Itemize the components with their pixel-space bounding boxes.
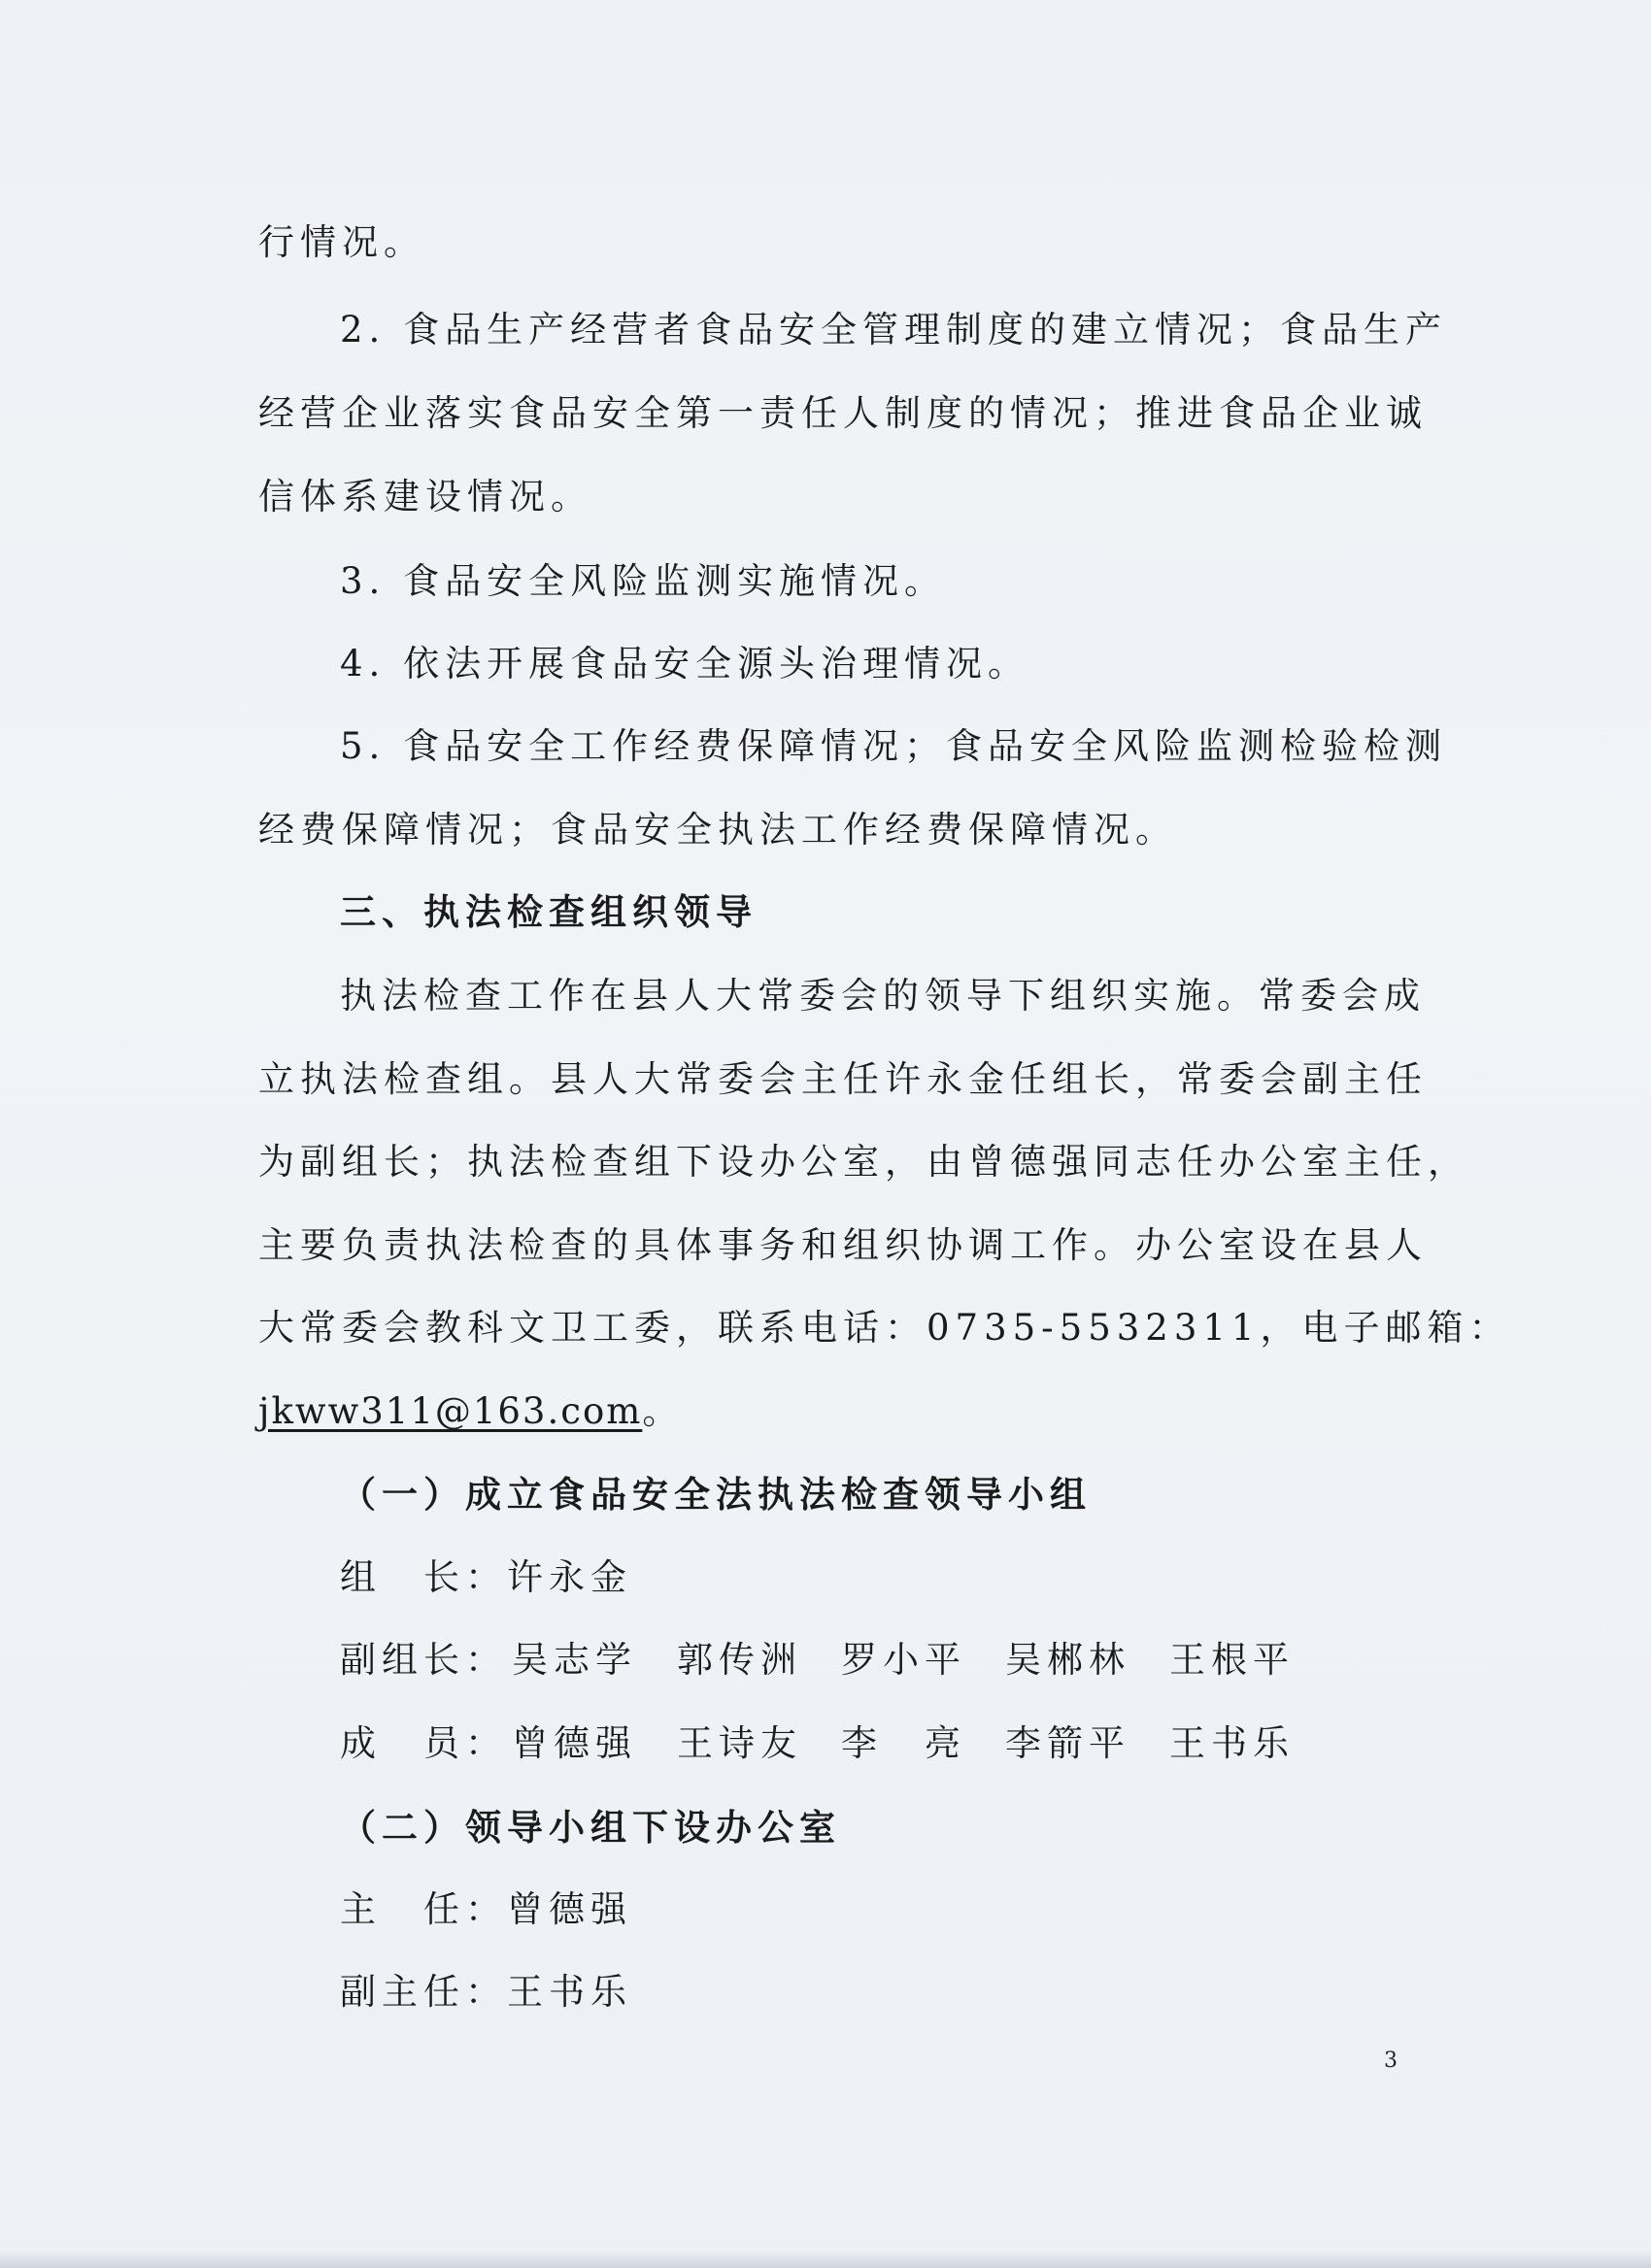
- subsection-two-heading: （二）领导小组下设办公室: [340, 1806, 841, 1849]
- deputy-leader-label: 副组长：: [340, 1639, 507, 1681]
- director-label: 主 任：: [340, 1888, 507, 1930]
- email-link[interactable]: jkww311@163.com: [258, 1390, 643, 1432]
- deputy-director-label: 副主任：: [340, 1971, 507, 2013]
- body-line-3: 经营企业落实食品安全第一责任人制度的情况；推进食品企业诚: [258, 392, 1428, 434]
- subsection-one-heading: （一）成立食品安全法执法检查领导小组: [340, 1473, 1092, 1516]
- section-three-heading: 三、执法检查组织领导: [340, 891, 758, 933]
- email-line: [258, 1390, 684, 1433]
- member-name: 李箭平: [1005, 1722, 1130, 1764]
- paragraph-line-4: 主要负责执法检查的具体事务和组织协调工作。办公室设在县人: [258, 1224, 1428, 1266]
- deputy-leader-name: 罗小平: [841, 1639, 966, 1681]
- members-row: [340, 1722, 507, 1765]
- deputy-director-row: [340, 1971, 632, 2014]
- body-line-7: 5. 食品安全工作经费保障情况；食品安全风险监测检验检测: [340, 725, 1448, 767]
- member-name: 王书乐: [1169, 1722, 1295, 1764]
- body-line-1: 行情况。: [258, 221, 425, 263]
- deputy-leader-name: 吴志学: [512, 1639, 637, 1681]
- member-name: 曾德强: [512, 1722, 637, 1764]
- deputy-leader-name: 王根平: [1169, 1639, 1295, 1681]
- paragraph-line-3: 为副组长；执法检查组下设办公室，由曾德强同志任办公室主任，: [258, 1141, 1469, 1183]
- body-line-5: 3. 食品安全风险监测实施情况。: [340, 560, 947, 602]
- deputy-director-name: 王书乐: [507, 1971, 632, 2013]
- director-name: 曾德强: [507, 1888, 632, 1930]
- deputy-leader-name: 吴郴林: [1005, 1639, 1130, 1681]
- member-name: 李 亮: [841, 1722, 966, 1764]
- scan-edge-shadow: [0, 2251, 1651, 2268]
- paragraph-line-1: 执法检查工作在县人大常委会的领导下组织实施。常委会成: [340, 975, 1426, 1017]
- paragraph-line-5: 大常委会教科文卫工委，联系电话：0735-5532311，电子邮箱：: [258, 1307, 1511, 1349]
- member-name: 王诗友: [677, 1722, 802, 1764]
- paragraph-line-2: 立执法检查组。县人大常委会主任许永金任组长，常委会副主任: [258, 1058, 1428, 1100]
- body-line-6: 4. 依法开展食品安全源头治理情况。: [340, 643, 1030, 684]
- body-line-8: 经费保障情况；食品安全执法工作经费保障情况。: [258, 809, 1177, 850]
- members-label: 成 员：: [340, 1722, 507, 1764]
- group-leader-name: 许永金: [507, 1556, 632, 1598]
- body-line-4: 信体系建设情况。: [258, 476, 592, 517]
- page-number: 3: [1384, 2049, 1398, 2073]
- group-leader-label: 组 长：: [340, 1556, 507, 1598]
- deputy-leader-row: [340, 1639, 507, 1682]
- director-row: [340, 1888, 632, 1931]
- body-line-2: 2. 食品生产经营者食品安全管理制度的建立情况；食品生产: [340, 309, 1448, 350]
- group-leader-row: [340, 1556, 632, 1599]
- deputy-leader-name: 郭传洲: [677, 1639, 802, 1681]
- email-suffix: 。: [642, 1390, 685, 1432]
